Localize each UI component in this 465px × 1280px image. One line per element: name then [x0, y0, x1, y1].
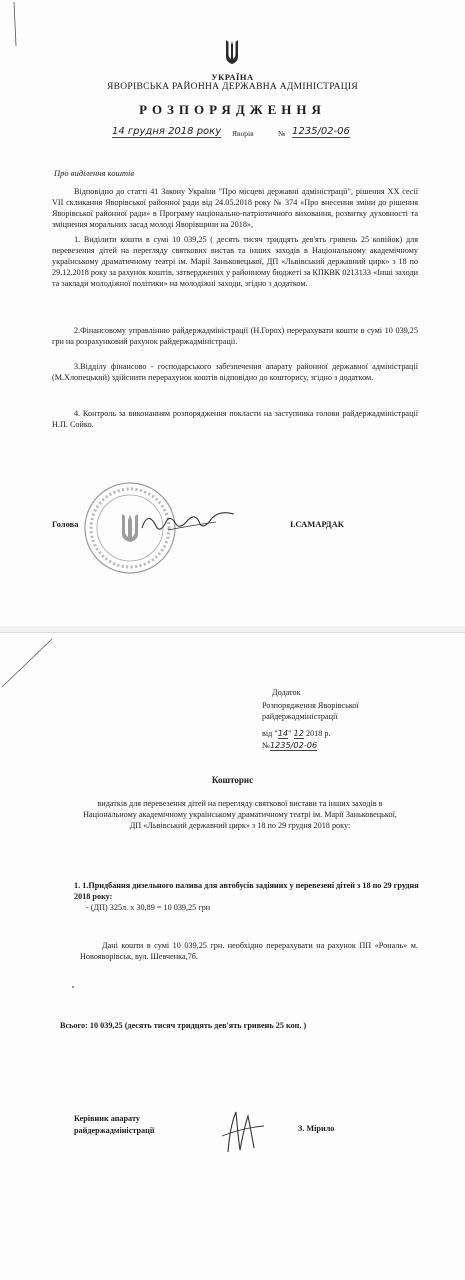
annex-number-value: 1235/02-06 [269, 740, 318, 750]
funds-transfer-note [80, 940, 418, 962]
document-title: РОЗПОРЯДЖЕННЯ [139, 102, 326, 117]
annex-date-prefix: від " [262, 729, 278, 738]
stray-dot [72, 986, 74, 988]
annex-date-year: 2018 р. [305, 729, 331, 738]
paragraph-2-text: 2.Фінансовому управлінню райдержадміністрації (Н.Горох) перерахувати кошти в сумі 10 039,25 грн на розрахунковий рахунок райдержадміністрації. [52, 326, 418, 346]
head-signature [138, 504, 238, 538]
paragraph-4-text: 4. Контроль за виконанням розпорядження покласти на заступника голови райдержадміністрації Н.П. Сойко. [52, 409, 418, 429]
margin-pen-mark-2 [0, 633, 70, 693]
order-number-sign: № [278, 129, 286, 138]
annex-date-month: 12 [293, 728, 304, 738]
estimate-title: Кошторис [211, 775, 254, 785]
annex-number-sign: № [262, 741, 270, 750]
intro-text: Відповідно до статті 41 Закону України "Про місцеві державні адміністрації", рішення ХХ сесії VII скликання Яворівської районної ради від 24.05.2018 року № 374 «Про внесення зміни до рішення Яворівської районної ради» в Програму національно-патріотичного виховання, розвитку духовності та зміцнення моральних засад молоді Яворівщини на 2018», [52, 187, 418, 229]
chief-signature [218, 1106, 266, 1156]
paragraph-3 [52, 361, 418, 383]
order-subject: Про виділення коштів [54, 168, 135, 178]
paragraph-4 [52, 408, 418, 430]
administration-name: ЯВОРІВСЬКА РАЙОННА ДЕРЖАВНА АДМІНІСТРАЦІЯ [106, 82, 359, 92]
estimate-description: видатків для перевезення дітей на перегляду святкової вистави та інших заходів в Національному академічному українському драматичному театрі ім. Марії Заньковецької, ДП «Львівський державний цирк» з 18 по 29 грудня 2018 року: [83, 799, 397, 830]
paragraph-3-text: 3.Відділу фінансово - господарського забезпечення апарату районної державної адміністрації (М.Хлопецький) здійснити перерахунок коштів відповідно до кошторису, згідно з додатком. [52, 362, 418, 382]
paragraph-1-text: 1. Виділити кошти в сумі 10 039,25 ( десять тисяч тридцять дев'ять гривень 25 копійок) для перевезення дітей на перегляду святкових вистав та інших заходів в Національному академічному українському драматичному театрі ім. Марії Заньковецької, ДП «Львівський державний цирк» з 18 по 29.12.2018 року за рахунок коштів, затверджених у районному бюджеті за КПКВК 0213133 «Інші заходи та заклади молодіжної політики» на молодіжні заходи, згідно з додатком. [52, 235, 418, 288]
head-name: І.САМАРДАК [290, 519, 344, 529]
chief-of-staff-role [74, 1113, 154, 1137]
head-role: Голова [52, 519, 79, 529]
annex-date-sep: " [288, 729, 292, 738]
order-date: 14 грудня 2018 року [112, 126, 222, 137]
annex-date [262, 728, 331, 739]
trident-emblem-icon [224, 38, 240, 66]
funds-transfer-text: Дані кошти в сумі 10 039,25 грн. необхідно перерахувати на рахунок ПП «Рональ» м. Новояворівськ, вул. Шевченка,7б. [80, 941, 418, 961]
annex-reference: Розпорядження Яворівської райдержадміністрації [262, 701, 359, 721]
chief-role-line1: Керівник апарату [74, 1114, 140, 1123]
annex-number [262, 740, 317, 751]
order-city: Яворів [232, 129, 254, 138]
order-number: 1235/02-06 [292, 126, 350, 137]
paragraph-1 [52, 234, 418, 289]
chief-role-line2: райдержадміністрації [74, 1126, 155, 1135]
annex-date-day: 14 [277, 728, 289, 738]
estimate-total: Всього: 10 039,25 (десять тисяч тридцять дев'ять гривень 25 коп. ) [60, 1021, 307, 1030]
order-page [0, 0, 465, 626]
chief-name: З. Мірило [298, 1124, 335, 1133]
paragraph-2 [52, 325, 418, 347]
country-name: УКРАЇНА [211, 72, 254, 82]
intro-paragraph [52, 186, 418, 230]
estimate-item-1: 1. 1.Придбання дизельного палива для автобусів задіяних у перевезені дітей з 18 по 29 грудня 2018 року: [74, 881, 419, 901]
margin-pen-mark [0, 0, 60, 80]
estimate-item-calc: - (ДП) 325л. х 30,89 = 10 039,25 грн [86, 903, 211, 912]
annex-title: Додаток [272, 688, 301, 697]
